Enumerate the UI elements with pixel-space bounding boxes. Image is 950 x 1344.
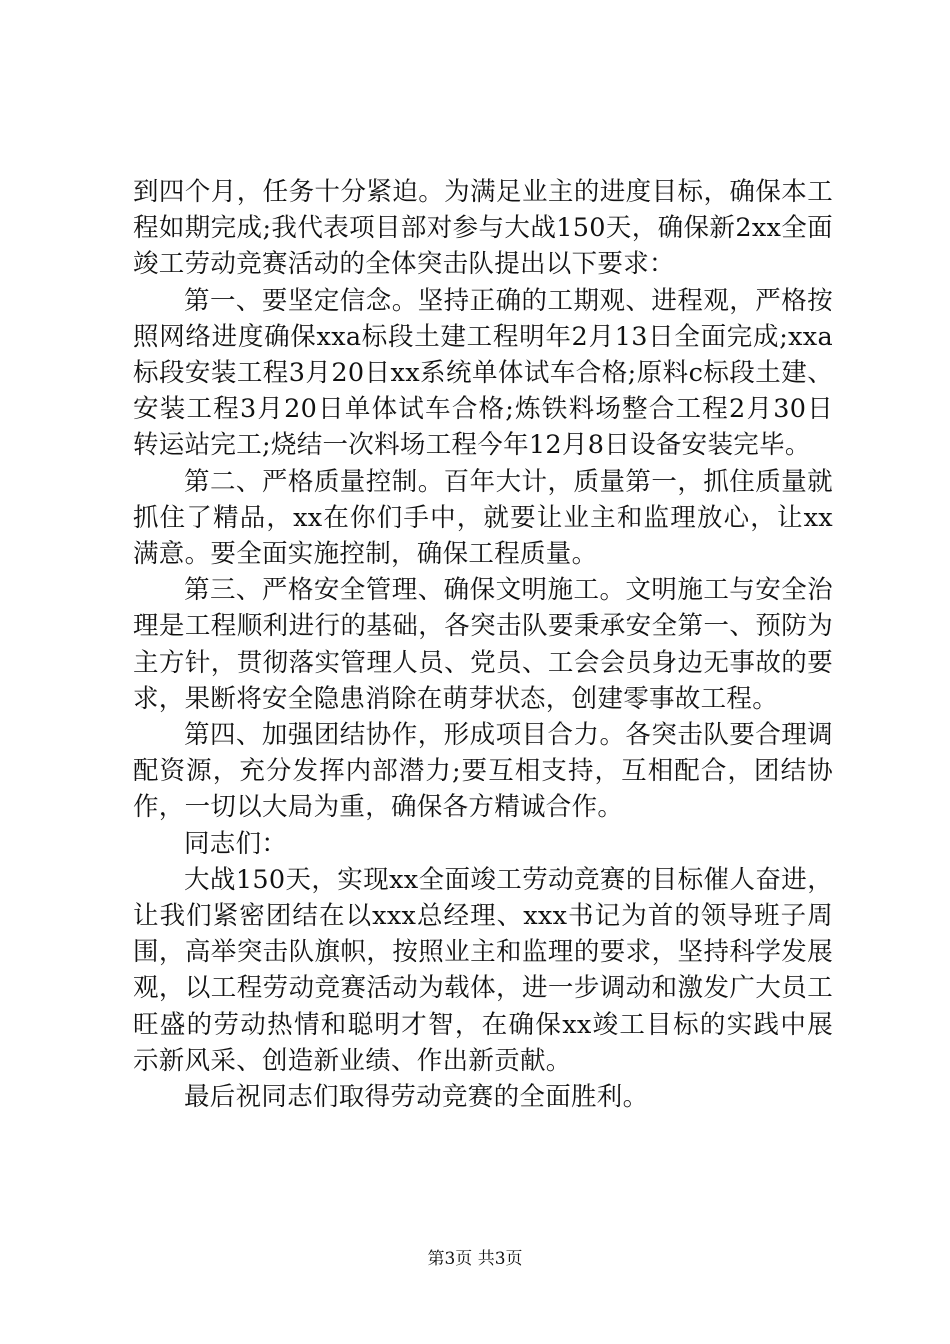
- paragraph-point-two: 第二、严格质量控制。百年大计，质量第一，抓住质量就抓住了精品，xx在你们手中，就要让业主和监理放心，让xx满意。要全面实施控制，确保工程质量。: [133, 466, 833, 570]
- paragraph-call-to-action: 大战150天，实现xx全面竣工劳动竞赛的目标催人奋进，让我们紧密团结在以xxx总经理、xxx书记为首的领导班子周围，高举突击队旗帜，按照业主和监理的要求，坚持科学发展观，以工程劳动竞赛活动为载体，进一步调动和激发广大员工旺盛的劳动热情和聪明才智，在确保xx竣工目标的实践中展示新风采、创造新业绩、作出新贡献。: [133, 864, 833, 1076]
- paragraph-point-four: 第四、加强团结协作，形成项目合力。各突击队要合理调配资源，充分发挥内部潜力;要互相支持，互相配合，团结协作，一切以大局为重，确保各方精诚合作。: [133, 720, 833, 823]
- document-body: [133, 174, 833, 1115]
- paragraph-salutation: 同志们：: [184, 828, 288, 859]
- page-number-footer: 第3页 共3页: [427, 1249, 523, 1269]
- paragraph-intro-continued: 到四个月，任务十分紧迫。为满足业主的进度目标，确保本工程如期完成;我代表项目部对参与大战150天，确保新2xx全面竣工劳动竞赛活动的全体突击队提出以下要求：: [133, 177, 833, 280]
- paragraph-point-three: 第三、严格安全管理、确保文明施工。文明施工与安全治理是工程顺利进行的基础，各突击队要秉承安全第一、预防为主方针，贯彻落实管理人员、党员、工会会员身边无事故的要求，果断将安全隐患消除在萌芽状态，创建零事故工程。: [133, 575, 833, 714]
- paragraph-point-one: 第一、要坚定信念。坚持正确的工期观、进程观，严格按照网络进度确保xxa标段土建工程明年2月13日全面完成;xxa标段安装工程3月20日xx系统单体试车合格;原料c标段土建、安装工程3月20日单体试车合格;炼铁料场整合工程2月30日转运站完工;烧结一次料场工程今年12月8日设备安装完毕。: [133, 285, 833, 461]
- paragraph-closing: 最后祝同志们取得劳动竞赛的全面胜利。: [184, 1082, 649, 1113]
